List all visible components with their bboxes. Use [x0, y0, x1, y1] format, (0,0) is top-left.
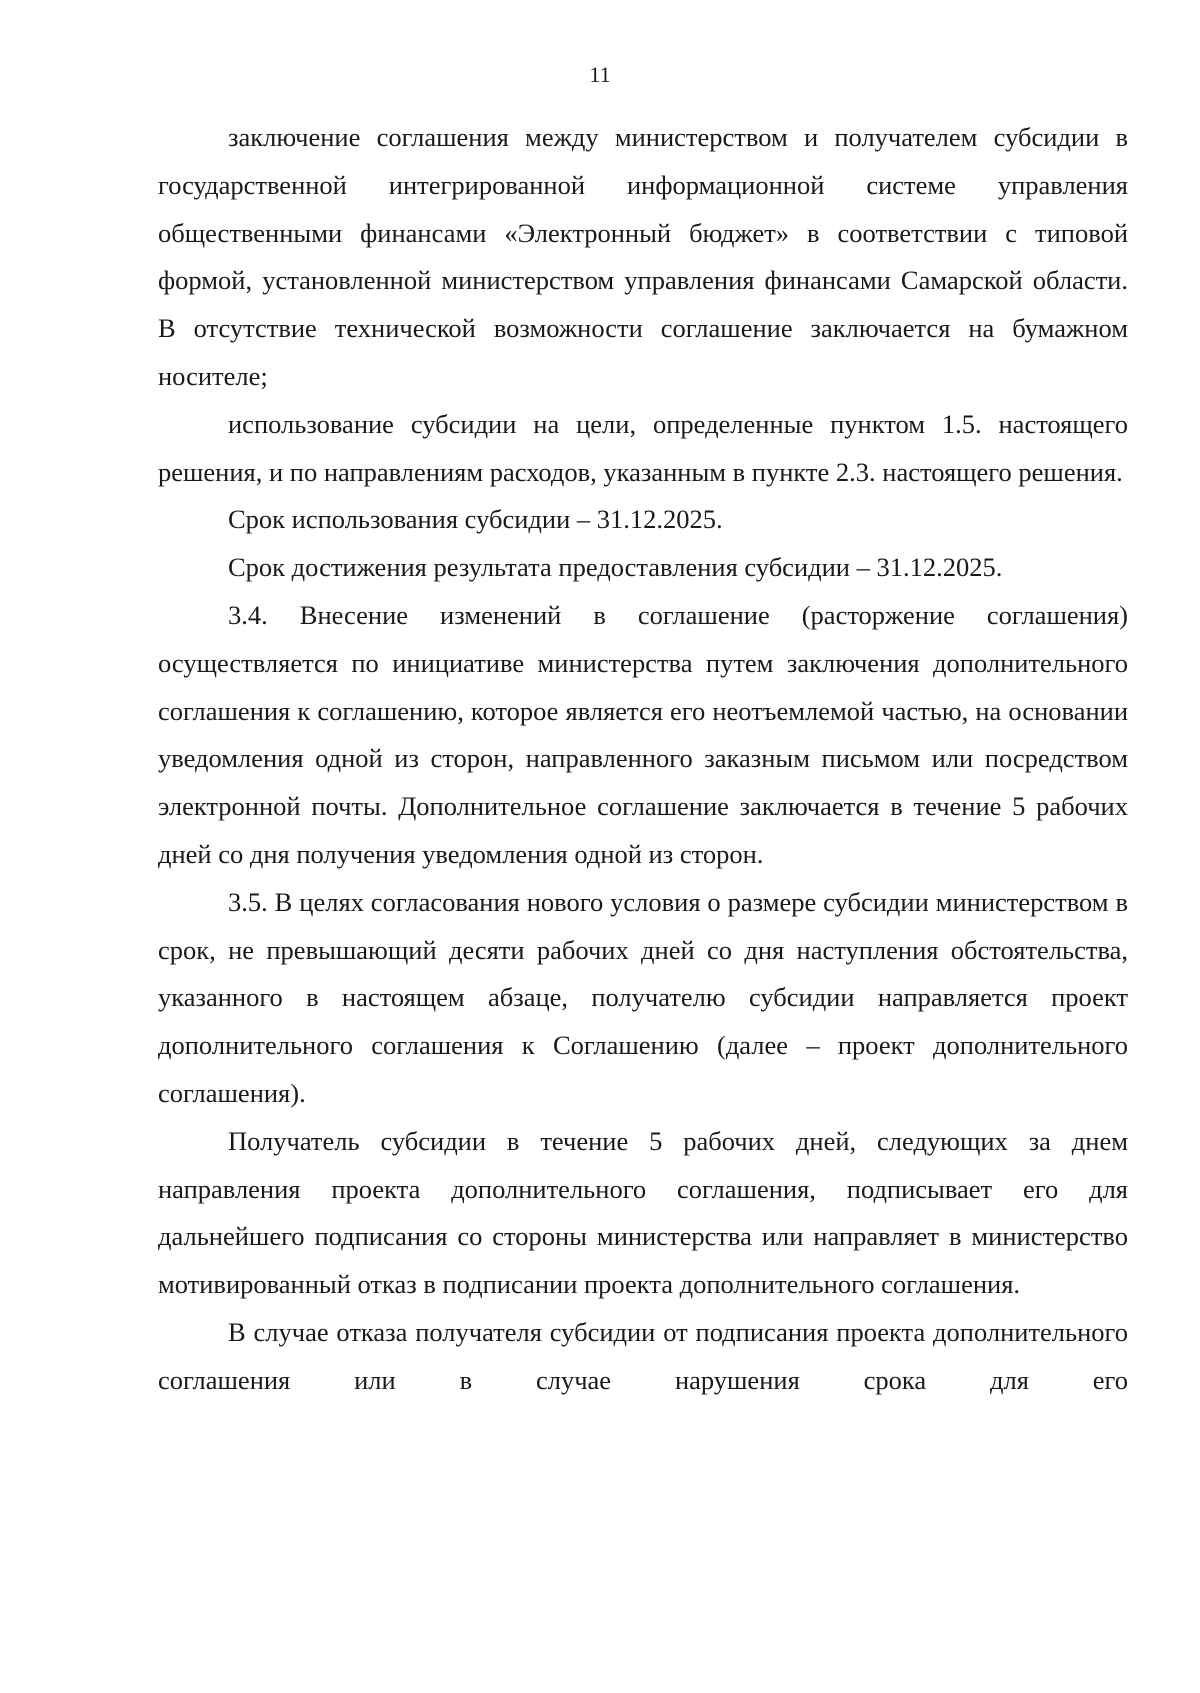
page-number: 11 — [589, 62, 611, 87]
document-body — [158, 114, 1128, 1405]
paragraph-refusal-case: В случае отказа получателя субсидии от подписания проекта дополнительного соглашения или в случае нарушения срока для его — [158, 1316, 1128, 1395]
paragraph-section-3-5: 3.5. В целях согласования нового условия о размере субсидии министерством в срок, не превышающий десяти рабочих дней со дня наступления обстоятельства, указанного в настоящем абзаце, получателю субсидии направляется проект дополнительного соглашения к Соглашению (далее – проект дополнительного соглашения). — [158, 886, 1128, 1108]
paragraph-result-deadline: Срок достижения результата предоставления субсидии – 31.12.2025. — [228, 552, 1003, 583]
paragraph-subsidy-usage: использование субсидии на цели, определенные пунктом 1.5. настоящего решения, и по направлениям расходов, указанным в пункте 2.3. настоящего решения. — [158, 408, 1128, 487]
paragraph-recipient-signing: Получатель субсидии в течение 5 рабочих дней, следующих за днем направления проекта дополнительного соглашения, подписывает его для дальнейшего подписания со стороны министерства или направляет в министерство мотивированный отказ в подписании проекта дополнительного соглашения. — [158, 1125, 1128, 1300]
paragraph-section-3-4: 3.4. Внесение изменений в соглашение (расторжение соглашения) осуществляется по инициативе министерства путем заключения дополнительного соглашения к соглашению, которое является его неотъемлемой частью, на основании уведомления одной из сторон, направленного заказным письмом или посредством электронной почты. Дополнительное соглашение заключается в течение 5 рабочих дней со дня получения уведомления одной из сторон. — [158, 599, 1128, 869]
paragraph-usage-deadline: Срок использования субсидии – 31.12.2025. — [228, 504, 723, 535]
paragraph-agreement-conclusion: заключение соглашения между министерством и получателем субсидии в государственной интегрированной информационной системе управления общественными финансами «Электронный бюджет» в соответствии с типовой формой, установленной министерством управления финансами Самарской области. В отсутствие технической возможности соглашение заключается на бумажном носителе; — [158, 122, 1128, 391]
